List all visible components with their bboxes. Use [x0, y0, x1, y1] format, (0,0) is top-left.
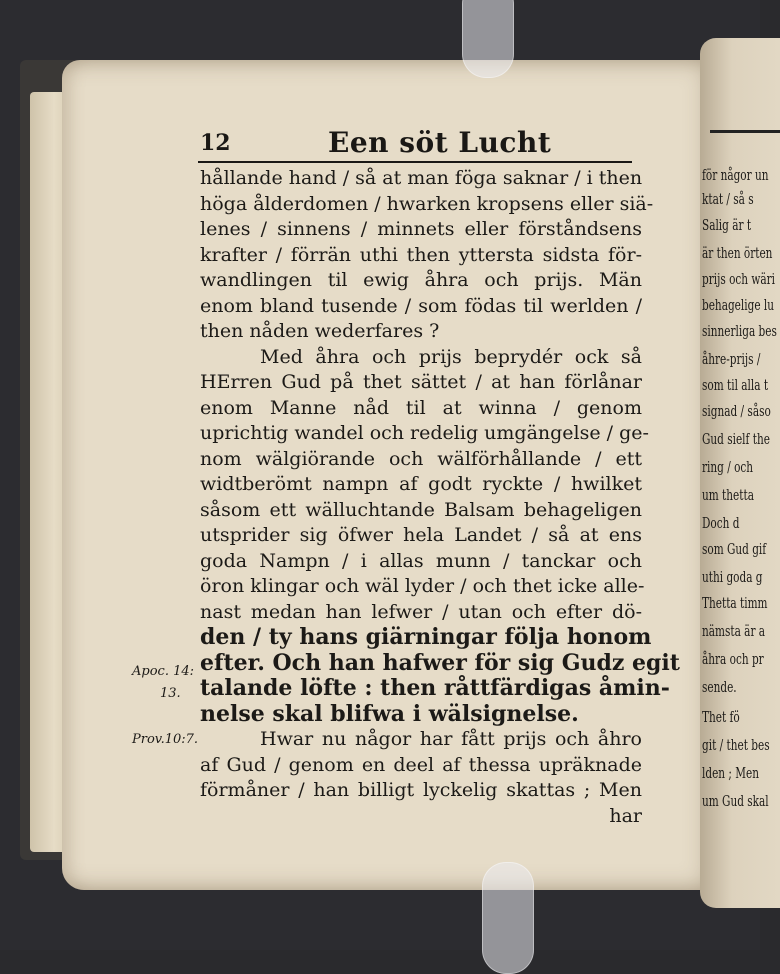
text-line: talande löfte : then råttfärdigas åmin-: [200, 675, 670, 701]
text-line: nast medan han lefwer / utan och efter dö-: [200, 600, 642, 623]
text-line: wandlingen til ewig åhra och prijs. Män: [200, 269, 642, 291]
facing-text-line: Salig är t: [702, 216, 752, 234]
facing-text-line: åhre-prijs /: [702, 350, 761, 368]
facing-text-line: nämsta är a: [702, 622, 766, 640]
facing-text-line: behagelige lu: [702, 296, 775, 314]
facing-text-line: uthi goda g: [702, 568, 763, 586]
page-number: 12: [200, 130, 231, 156]
facing-text-line: Doch d: [702, 514, 740, 532]
text-line: lenes / sinnens / minnets eller förståndsens: [200, 218, 642, 240]
margin-note-apoc: Apoc. 14:: [132, 664, 195, 679]
text-line: hållande hand / så at man föga saknar / i then: [200, 167, 643, 189]
text-line: HErren Gud på thet sättet / at han förlånar: [200, 371, 642, 393]
text-line: höga ålderdomen / hwarken kropsens eller siä-: [200, 192, 654, 215]
facing-page-rule: [710, 130, 780, 133]
text-line: förmåner / han billigt lyckelig skattas ; Men: [200, 779, 642, 801]
facing-text-line: som til alla t: [702, 376, 769, 394]
text-line: efter. Och han hafwer för sig Gudz egit: [200, 649, 680, 676]
text-line: enom Manne nåd til at winna / genom: [200, 396, 642, 419]
facing-text-line: sende.: [702, 678, 737, 696]
text-line: uprichtig wandel och redelig umgängelse / ge-: [200, 422, 649, 444]
facing-text-line: åhra och pr: [702, 650, 764, 668]
facing-text-line: Thetta timm: [702, 594, 768, 612]
text-line: enom bland tusende / som födas til werlden /: [200, 294, 642, 317]
facing-text-line: um Gud skal: [702, 792, 769, 810]
facing-text-line: prijs och wäri: [702, 270, 776, 288]
facing-text-line: um thetta: [702, 486, 754, 504]
text-line: krafter / förrän uthi then yttersta sidsta för-: [200, 243, 642, 266]
facing-page: [700, 38, 780, 908]
text-line: goda Nampn / i allas munn / tanckar och: [200, 549, 642, 572]
facing-text-line: är then örten: [702, 244, 773, 262]
text-line: nom wälgiörande och wälförhållande / ett: [200, 447, 642, 470]
top-page-clip: [462, 0, 514, 78]
bottom-page-clip: [482, 862, 534, 974]
running-title: Een söt Lucht: [328, 126, 552, 159]
text-line: widtberömt nampn af godt ryckte / hwilket: [200, 473, 642, 495]
text-line: then nåden wederfares ?: [200, 320, 440, 342]
text-line: nelse skal blifwa i wälsignelse.: [200, 700, 579, 727]
text-line: såsom ett wälluchtande Balsam behageligen: [200, 498, 642, 521]
facing-text-line: lden ; Men: [702, 764, 760, 782]
header-rule: [198, 161, 632, 163]
catchword: har: [609, 804, 642, 827]
facing-text-line: Thet fö: [702, 708, 740, 726]
page-header: [200, 128, 642, 162]
text-line: den / ty hans giärningar följa honom: [200, 624, 652, 650]
facing-text-line: ring / och: [702, 458, 754, 476]
facing-text-line: för någor un: [702, 166, 769, 184]
facing-text-line: sinnerliga bes: [702, 322, 777, 340]
margin-note-prov: Prov.10:7.: [132, 732, 199, 747]
text-line: Hwar nu någor har fått prijs och åhro: [260, 728, 642, 750]
text-line: Med åhra och prijs beprydér ock så: [260, 345, 642, 368]
facing-text-line: git / thet bes: [702, 736, 770, 754]
facing-text-line: ktat / så s: [702, 190, 754, 208]
text-line: öron klingar och wäl lyder / och thet icke alle-: [200, 575, 645, 597]
text-line: af Gud / genom en deel af thessa upräknade: [200, 753, 642, 776]
facing-text-line: Gud sielf the: [702, 430, 770, 448]
margin-note-apoc-verse: 13.: [160, 686, 181, 701]
main-text-block: [200, 166, 680, 829]
facing-text-line: som Gud gif: [702, 540, 767, 558]
facing-text-line: signad / såso: [702, 402, 771, 420]
text-line: utsprider sig öfwer hela Landet / så at ens: [200, 524, 642, 546]
